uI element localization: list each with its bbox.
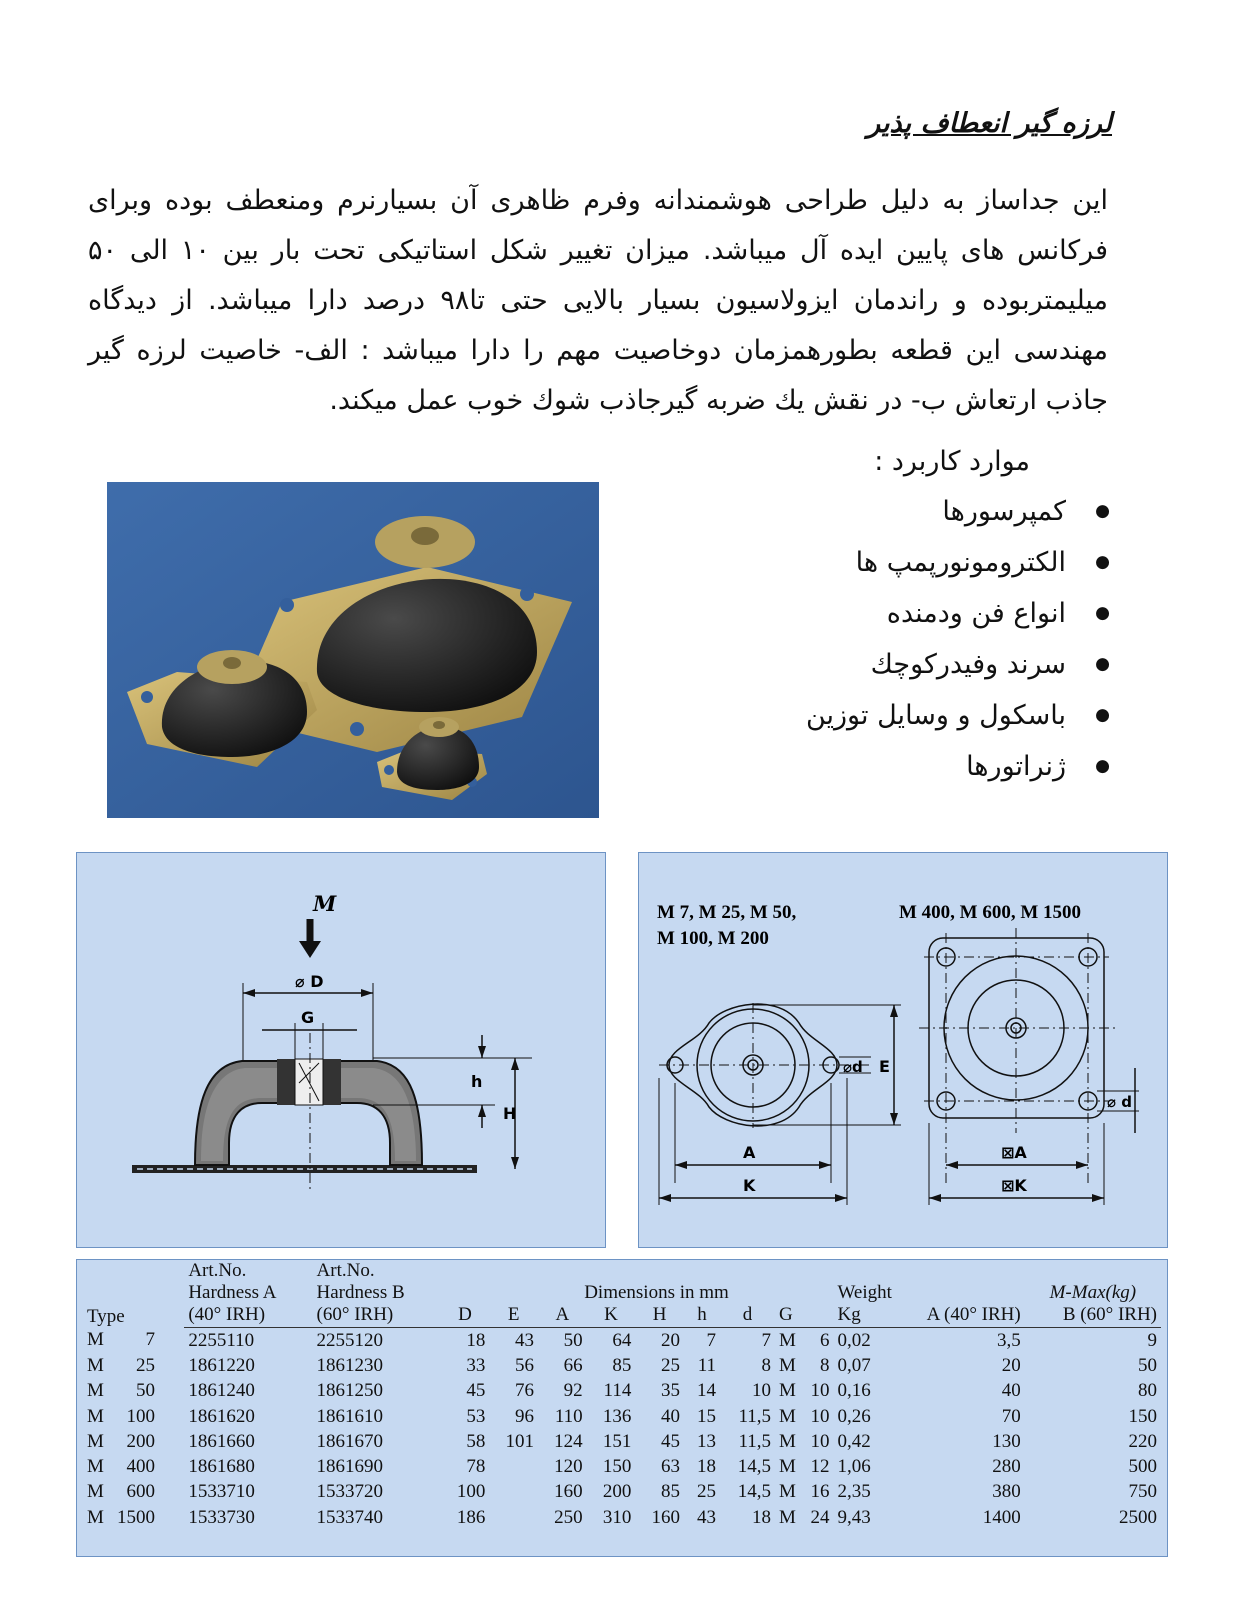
cell-H: 160 — [651, 1506, 680, 1528]
cell-artno-a: 1533730 — [188, 1506, 255, 1528]
cell-mmax-b: 2500 — [1119, 1506, 1157, 1528]
cell-d: 7 — [761, 1329, 771, 1351]
col-d: d — [720, 1304, 775, 1328]
cell-K: 85 — [612, 1354, 632, 1376]
col-artno-b-2: Hardness B — [316, 1282, 405, 1303]
list-item: ● ژنراتورها — [806, 741, 1110, 792]
cell-d: 8 — [761, 1354, 771, 1376]
cell-weight: 0,26 — [837, 1405, 871, 1427]
dim-G-label: G — [301, 1008, 315, 1027]
cell-artno-a: 1861660 — [188, 1430, 255, 1452]
col-mmax-a: A (40° IRH) — [889, 1304, 1025, 1328]
table-row — [83, 1429, 1161, 1454]
dim-D-label: ⌀ D — [295, 972, 324, 991]
uses-heading: موارد کاربرد : — [874, 446, 1030, 477]
col-E: E — [489, 1304, 538, 1328]
cell-d: 14,5 — [737, 1481, 771, 1503]
cell-K: 114 — [603, 1380, 632, 1402]
col-mmax-b: B (60° IRH) — [1025, 1304, 1161, 1328]
cell-E — [489, 1454, 538, 1479]
cell-A: 124 — [554, 1430, 583, 1452]
cell-h: 18 — [696, 1456, 716, 1478]
cell-artno-b: 1861230 — [316, 1354, 384, 1376]
cell-G-prefix: M — [778, 1430, 796, 1452]
table-row — [83, 1353, 1161, 1378]
cell-artno-b: 2255120 — [316, 1329, 384, 1351]
cell-mmax-b: 150 — [1128, 1405, 1157, 1427]
cell-G-prefix: M — [778, 1405, 796, 1427]
cell-mmax-a: 1400 — [982, 1506, 1021, 1528]
cell-G-prefix: M — [778, 1380, 796, 1402]
col-K: K — [587, 1304, 636, 1328]
cell-type: M 50 — [87, 1380, 155, 1402]
cell-K: 310 — [602, 1506, 632, 1528]
cell-H: 45 — [660, 1430, 680, 1452]
cell-type: M 600 — [87, 1481, 155, 1503]
dim-H-label: H — [503, 1104, 517, 1123]
cell-artno-b: 1861250 — [316, 1380, 384, 1402]
cell-mmax-b: 750 — [1128, 1481, 1157, 1503]
col-type: Type — [87, 1305, 125, 1327]
cell-mmax-b: 9 — [1147, 1329, 1157, 1351]
cell-E — [489, 1505, 538, 1530]
cell-mmax-a: 3,5 — [996, 1329, 1021, 1351]
list-item: ● سرند وفیدرکوچك — [806, 639, 1110, 690]
cell-D: 18 — [466, 1329, 486, 1351]
cell-K: 64 — [612, 1329, 632, 1351]
cell-weight: 0,02 — [837, 1329, 871, 1351]
cell-weight: 2,35 — [837, 1481, 871, 1503]
dim-K-sq-label: ⊠K — [1001, 1176, 1027, 1195]
cell-mmax-a: 380 — [992, 1481, 1021, 1503]
cell-type: M 100 — [87, 1405, 155, 1427]
large-models-label: M 400, M 600, M 1500 — [899, 902, 1082, 923]
cell-G-size: 8 — [820, 1354, 830, 1376]
small-models-label-2: M 100, M 200 — [657, 928, 769, 949]
page-title: لرزه گیر انعطاف پذیر — [867, 108, 1112, 139]
cell-H: 40 — [660, 1405, 680, 1427]
cell-K: 200 — [602, 1481, 632, 1503]
cell-G-prefix: M — [778, 1481, 796, 1503]
top-view-diagram — [638, 852, 1168, 1248]
col-weight-1: Weight — [837, 1282, 892, 1303]
cell-H: 20 — [660, 1329, 680, 1351]
cell-h: 13 — [696, 1430, 716, 1452]
table-row — [83, 1480, 1161, 1505]
cell-A: 250 — [554, 1506, 583, 1528]
cell-K: 150 — [602, 1456, 632, 1478]
load-label: M — [313, 891, 337, 916]
col-artno-a-2: Hardness A — [188, 1282, 277, 1303]
cell-G-size: 10 — [810, 1380, 830, 1402]
col-artno-b-1: Art.No. — [316, 1260, 375, 1281]
cell-mmax-a: 20 — [1001, 1354, 1021, 1376]
cell-artno-b: 1861670 — [316, 1430, 384, 1452]
cell-H: 85 — [660, 1481, 680, 1503]
cell-D: 186 — [456, 1506, 486, 1528]
cell-artno-b: 1861690 — [316, 1456, 384, 1478]
cell-h: 25 — [696, 1481, 716, 1503]
description-paragraph: این جداساز به دلیل طراحی هوشمندانه وفرم ظاهری آن بسیارنرم ومنعطف بوده وبرای فرکانس های پایین ایده آل میباشد. میزان تغییر شکل استاتیکی تحت بار بین ۱۰ الی ۵۰ میلیمتربوده و راندمان ایزولاسیون بسیار بالایی حتی تا۹۸ درصد دارا میباشد. از دیدگاه مهندسی این قطعه بطورهمزمان دوخاصیت مهم را دارا میباشد : الف- خاصیت لرزه گیر جاذب ارتعاش ب- در نقش یك ضربه گیرجاذب شوك خوب عمل میكند. — [88, 185, 1108, 416]
cell-artno-a: 1861680 — [188, 1456, 255, 1478]
cell-h: 15 — [696, 1405, 716, 1427]
cell-weight: 0,07 — [837, 1354, 871, 1376]
col-D: D — [441, 1304, 490, 1328]
dim-A-label: A — [743, 1143, 756, 1162]
cell-mmax-b: 500 — [1128, 1456, 1157, 1478]
cell-G-size: 12 — [810, 1456, 830, 1478]
cell-artno-b: 1861610 — [316, 1405, 384, 1427]
cell-weight: 1,06 — [837, 1456, 871, 1478]
cell-A: 110 — [554, 1405, 583, 1427]
dim-E-label: E — [879, 1057, 890, 1076]
cell-mmax-b: 80 — [1138, 1380, 1157, 1402]
cell-A: 160 — [554, 1481, 583, 1503]
dim-A-sq-label: ⊠A — [1001, 1143, 1027, 1162]
cell-mmax-a: 130 — [992, 1430, 1021, 1452]
table-row — [83, 1505, 1161, 1530]
uses-list — [806, 486, 1110, 792]
cell-artno-b: 1533720 — [316, 1481, 384, 1503]
table-row — [83, 1328, 1161, 1354]
spec-table — [83, 1260, 1161, 1530]
spec-table-panel — [76, 1259, 1168, 1557]
cell-artno-a: 1861620 — [188, 1405, 255, 1427]
cell-G-prefix: M — [778, 1506, 796, 1528]
cell-D: 78 — [466, 1456, 486, 1478]
cell-G-size: 10 — [810, 1405, 830, 1427]
cell-D: 100 — [456, 1481, 486, 1503]
cell-d: 14,5 — [737, 1456, 771, 1478]
cell-h: 43 — [696, 1506, 716, 1528]
cell-E: 56 — [515, 1354, 535, 1376]
table-row — [83, 1404, 1161, 1429]
cell-d: 10 — [751, 1380, 771, 1402]
cell-d: 11,5 — [738, 1405, 771, 1427]
col-mmax: M-Max(kg) — [1049, 1282, 1137, 1303]
cell-type: M 400 — [87, 1456, 155, 1478]
cell-artno-a: 1533710 — [188, 1481, 255, 1503]
dim-d-label: ⌀d — [843, 1058, 863, 1076]
cell-mmax-a: 40 — [1001, 1380, 1021, 1402]
table-row — [83, 1379, 1161, 1404]
col-artno-a-1: Art.No. — [188, 1260, 247, 1281]
cell-A: 92 — [563, 1380, 583, 1402]
cell-G-size: 6 — [820, 1329, 830, 1351]
cell-G-size: 16 — [810, 1481, 830, 1503]
cell-h: 14 — [696, 1380, 716, 1402]
cell-D: 58 — [466, 1430, 486, 1452]
col-weight-2: Kg — [834, 1304, 889, 1328]
product-photo — [107, 482, 599, 818]
list-item: ● الکترومونورپمپ ها — [806, 537, 1110, 588]
dim-K-label: K — [743, 1176, 756, 1195]
cell-E: 43 — [515, 1329, 535, 1351]
cell-type: M 1500 — [87, 1506, 155, 1528]
cell-A: 66 — [563, 1354, 583, 1376]
cell-type: M 7 — [87, 1329, 155, 1351]
cell-D: 53 — [466, 1405, 486, 1427]
cell-K: 151 — [602, 1430, 632, 1452]
table-row — [83, 1454, 1161, 1479]
cell-E — [489, 1480, 538, 1505]
cell-G-size: 10 — [810, 1430, 830, 1452]
cell-E: 101 — [505, 1430, 535, 1452]
col-artno-a-3: (40° IRH) — [184, 1304, 312, 1328]
cell-A: 50 — [563, 1329, 583, 1351]
col-h: h — [684, 1304, 720, 1328]
cross-section-diagram — [76, 852, 606, 1248]
cell-artno-a: 2255110 — [188, 1329, 255, 1351]
cell-type: M 25 — [87, 1354, 155, 1376]
cell-G-prefix: M — [778, 1456, 796, 1478]
cell-weight: 9,43 — [837, 1506, 871, 1528]
cell-artno-b: 1533740 — [316, 1506, 384, 1528]
dim-h-label: h — [471, 1072, 483, 1091]
cell-E: 96 — [515, 1405, 535, 1427]
cell-h: 7 — [706, 1329, 716, 1351]
cell-K: 136 — [602, 1405, 632, 1427]
cell-A: 120 — [554, 1456, 583, 1478]
cell-H: 63 — [660, 1456, 680, 1478]
cell-artno-a: 1861220 — [188, 1354, 255, 1376]
cell-D: 33 — [466, 1354, 486, 1376]
cell-H: 35 — [660, 1380, 680, 1402]
col-dims-title: Dimensions in mm — [584, 1282, 729, 1303]
cell-E: 76 — [515, 1380, 535, 1402]
col-artno-b-3: (60° IRH) — [313, 1304, 441, 1328]
col-H: H — [635, 1304, 684, 1328]
cell-H: 25 — [660, 1354, 680, 1376]
cell-d: 18 — [751, 1506, 771, 1528]
col-G: G — [775, 1304, 834, 1328]
small-models-label: M 7, M 25, M 50, — [657, 902, 797, 923]
cell-mmax-b: 220 — [1128, 1430, 1157, 1452]
list-item: ● باسکول و وسایل توزین — [806, 690, 1110, 741]
cell-weight: 0,42 — [837, 1430, 871, 1452]
cell-mmax-a: 280 — [992, 1456, 1021, 1478]
dim-d2-label: ⌀ d — [1107, 1093, 1132, 1111]
cell-mmax-b: 50 — [1138, 1354, 1157, 1376]
cell-D: 45 — [466, 1380, 486, 1402]
cell-weight: 0,16 — [837, 1380, 871, 1402]
cell-h: 11 — [697, 1354, 716, 1376]
col-A: A — [538, 1304, 587, 1328]
cell-type: M 200 — [87, 1430, 155, 1452]
cell-G-prefix: M — [778, 1329, 796, 1351]
cell-G-size: 24 — [810, 1506, 830, 1528]
cell-mmax-a: 70 — [1001, 1405, 1021, 1427]
list-item: ● کمپرسورها — [806, 486, 1110, 537]
list-item: ● انواع فن ودمنده — [806, 588, 1110, 639]
cell-d: 11,5 — [738, 1430, 771, 1452]
cell-artno-a: 1861240 — [188, 1380, 255, 1402]
cell-G-prefix: M — [778, 1354, 796, 1376]
